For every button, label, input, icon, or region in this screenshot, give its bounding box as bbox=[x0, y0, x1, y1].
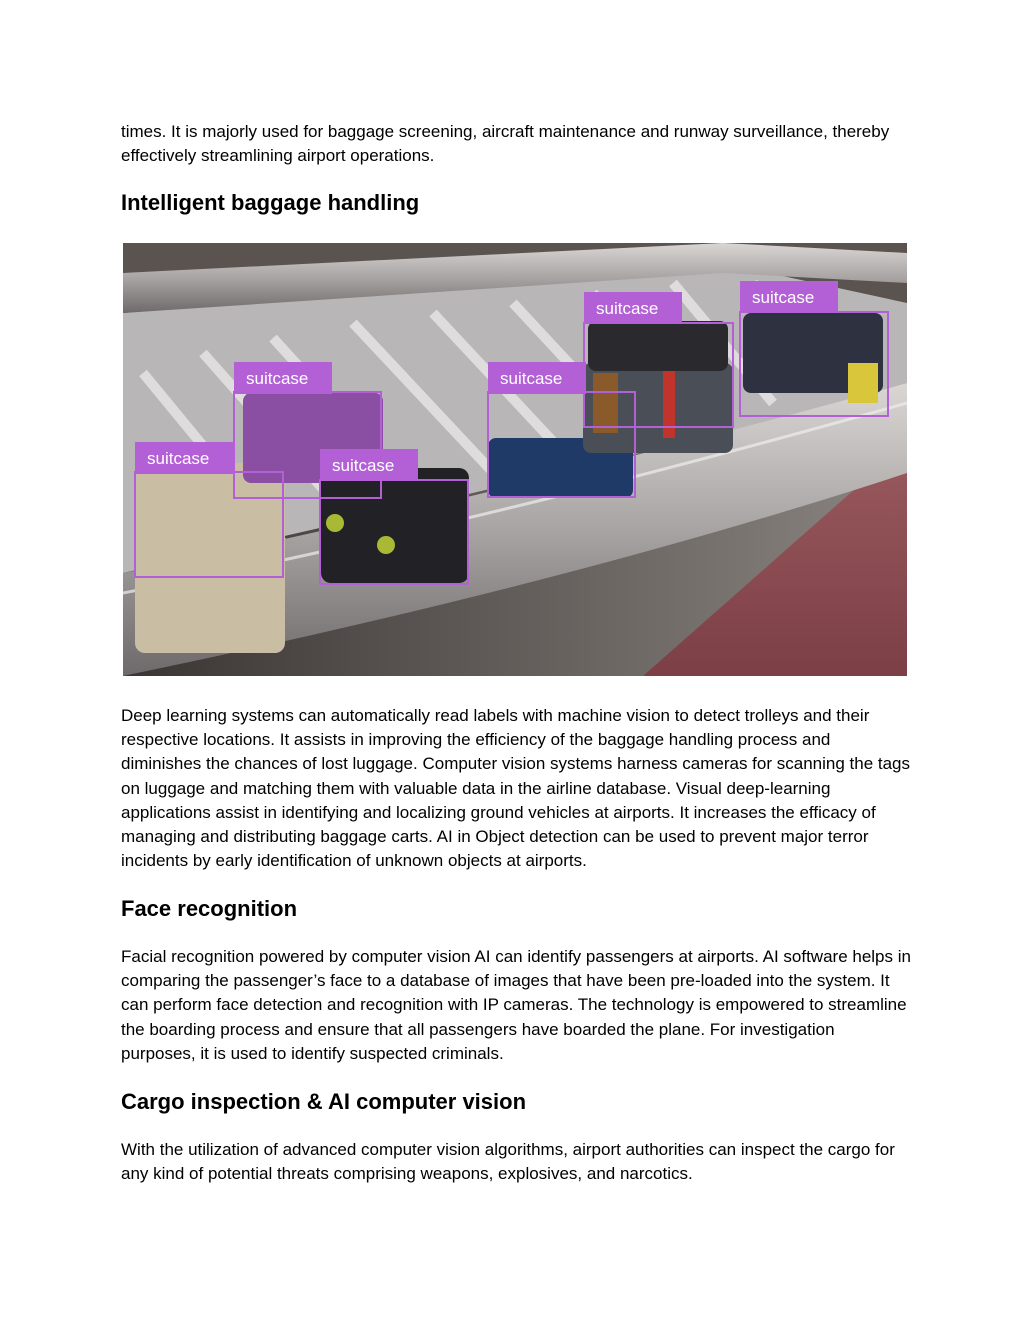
detection-label-text: suitcase bbox=[246, 369, 309, 388]
detection-label-5 bbox=[584, 292, 682, 324]
face-paragraph: Facial recognition powered by computer vision AI can identify passengers at airports. AI software helps in comparing the passenger’s face to a database of images that have been pre-loaded into the system. It can perform face detection and recognition with IP cameras. The technology is empowered to streamline the boarding process and ensure that all passengers have boarded the plane. For investigation purposes, it is used to identify suspected criminals. bbox=[121, 947, 911, 1063]
detection-label-6 bbox=[740, 281, 838, 313]
detection-label-text: suitcase bbox=[500, 369, 563, 388]
detection-label-text: suitcase bbox=[752, 288, 815, 307]
heading-face-recognition: Face recognition bbox=[121, 896, 298, 921]
heading-baggage-handling: Intelligent baggage handling bbox=[121, 190, 420, 215]
detection-label-4 bbox=[488, 362, 586, 394]
cargo-paragraph: With the utilization of advanced computer vision algorithms, airport authorities can inspect the cargo for any kind of potential threats comprising weapons, explosives, and narcotics. bbox=[121, 1140, 895, 1184]
detection-label-text: suitcase bbox=[332, 456, 395, 475]
intro-paragraph: times. It is majorly used for baggage screening, aircraft maintenance and runway surveillance, thereby effectively streamlining airport operations. bbox=[121, 122, 890, 166]
baggage-detection-photo bbox=[123, 243, 907, 676]
heading-cargo-inspection: Cargo inspection & AI computer vision bbox=[121, 1089, 527, 1114]
baggage-paragraph: Deep learning systems can automatically read labels with machine vision to detect trolleys and their respective locations. It assists in improving the efficiency of the baggage handling process and diminishes the chances of lost luggage. Computer vision systems harness cameras for scanning the tags on luggage and matching them with valuable data in the airline database. Visual deep-learning applications assist in identifying and localizing ground vehicles at airports. It increases the efficacy of managing and distributing baggage carts. AI in Object detection can be used to prevent major terror incidents by early identification of unknown objects at airports. bbox=[121, 706, 911, 871]
detection-label-text: suitcase bbox=[147, 449, 210, 468]
detection-label-2 bbox=[234, 362, 332, 394]
detection-label-3 bbox=[320, 449, 418, 481]
detection-label-text: suitcase bbox=[596, 299, 659, 318]
baggage-carousel-illustration bbox=[123, 243, 907, 676]
detection-label-1 bbox=[135, 442, 233, 474]
